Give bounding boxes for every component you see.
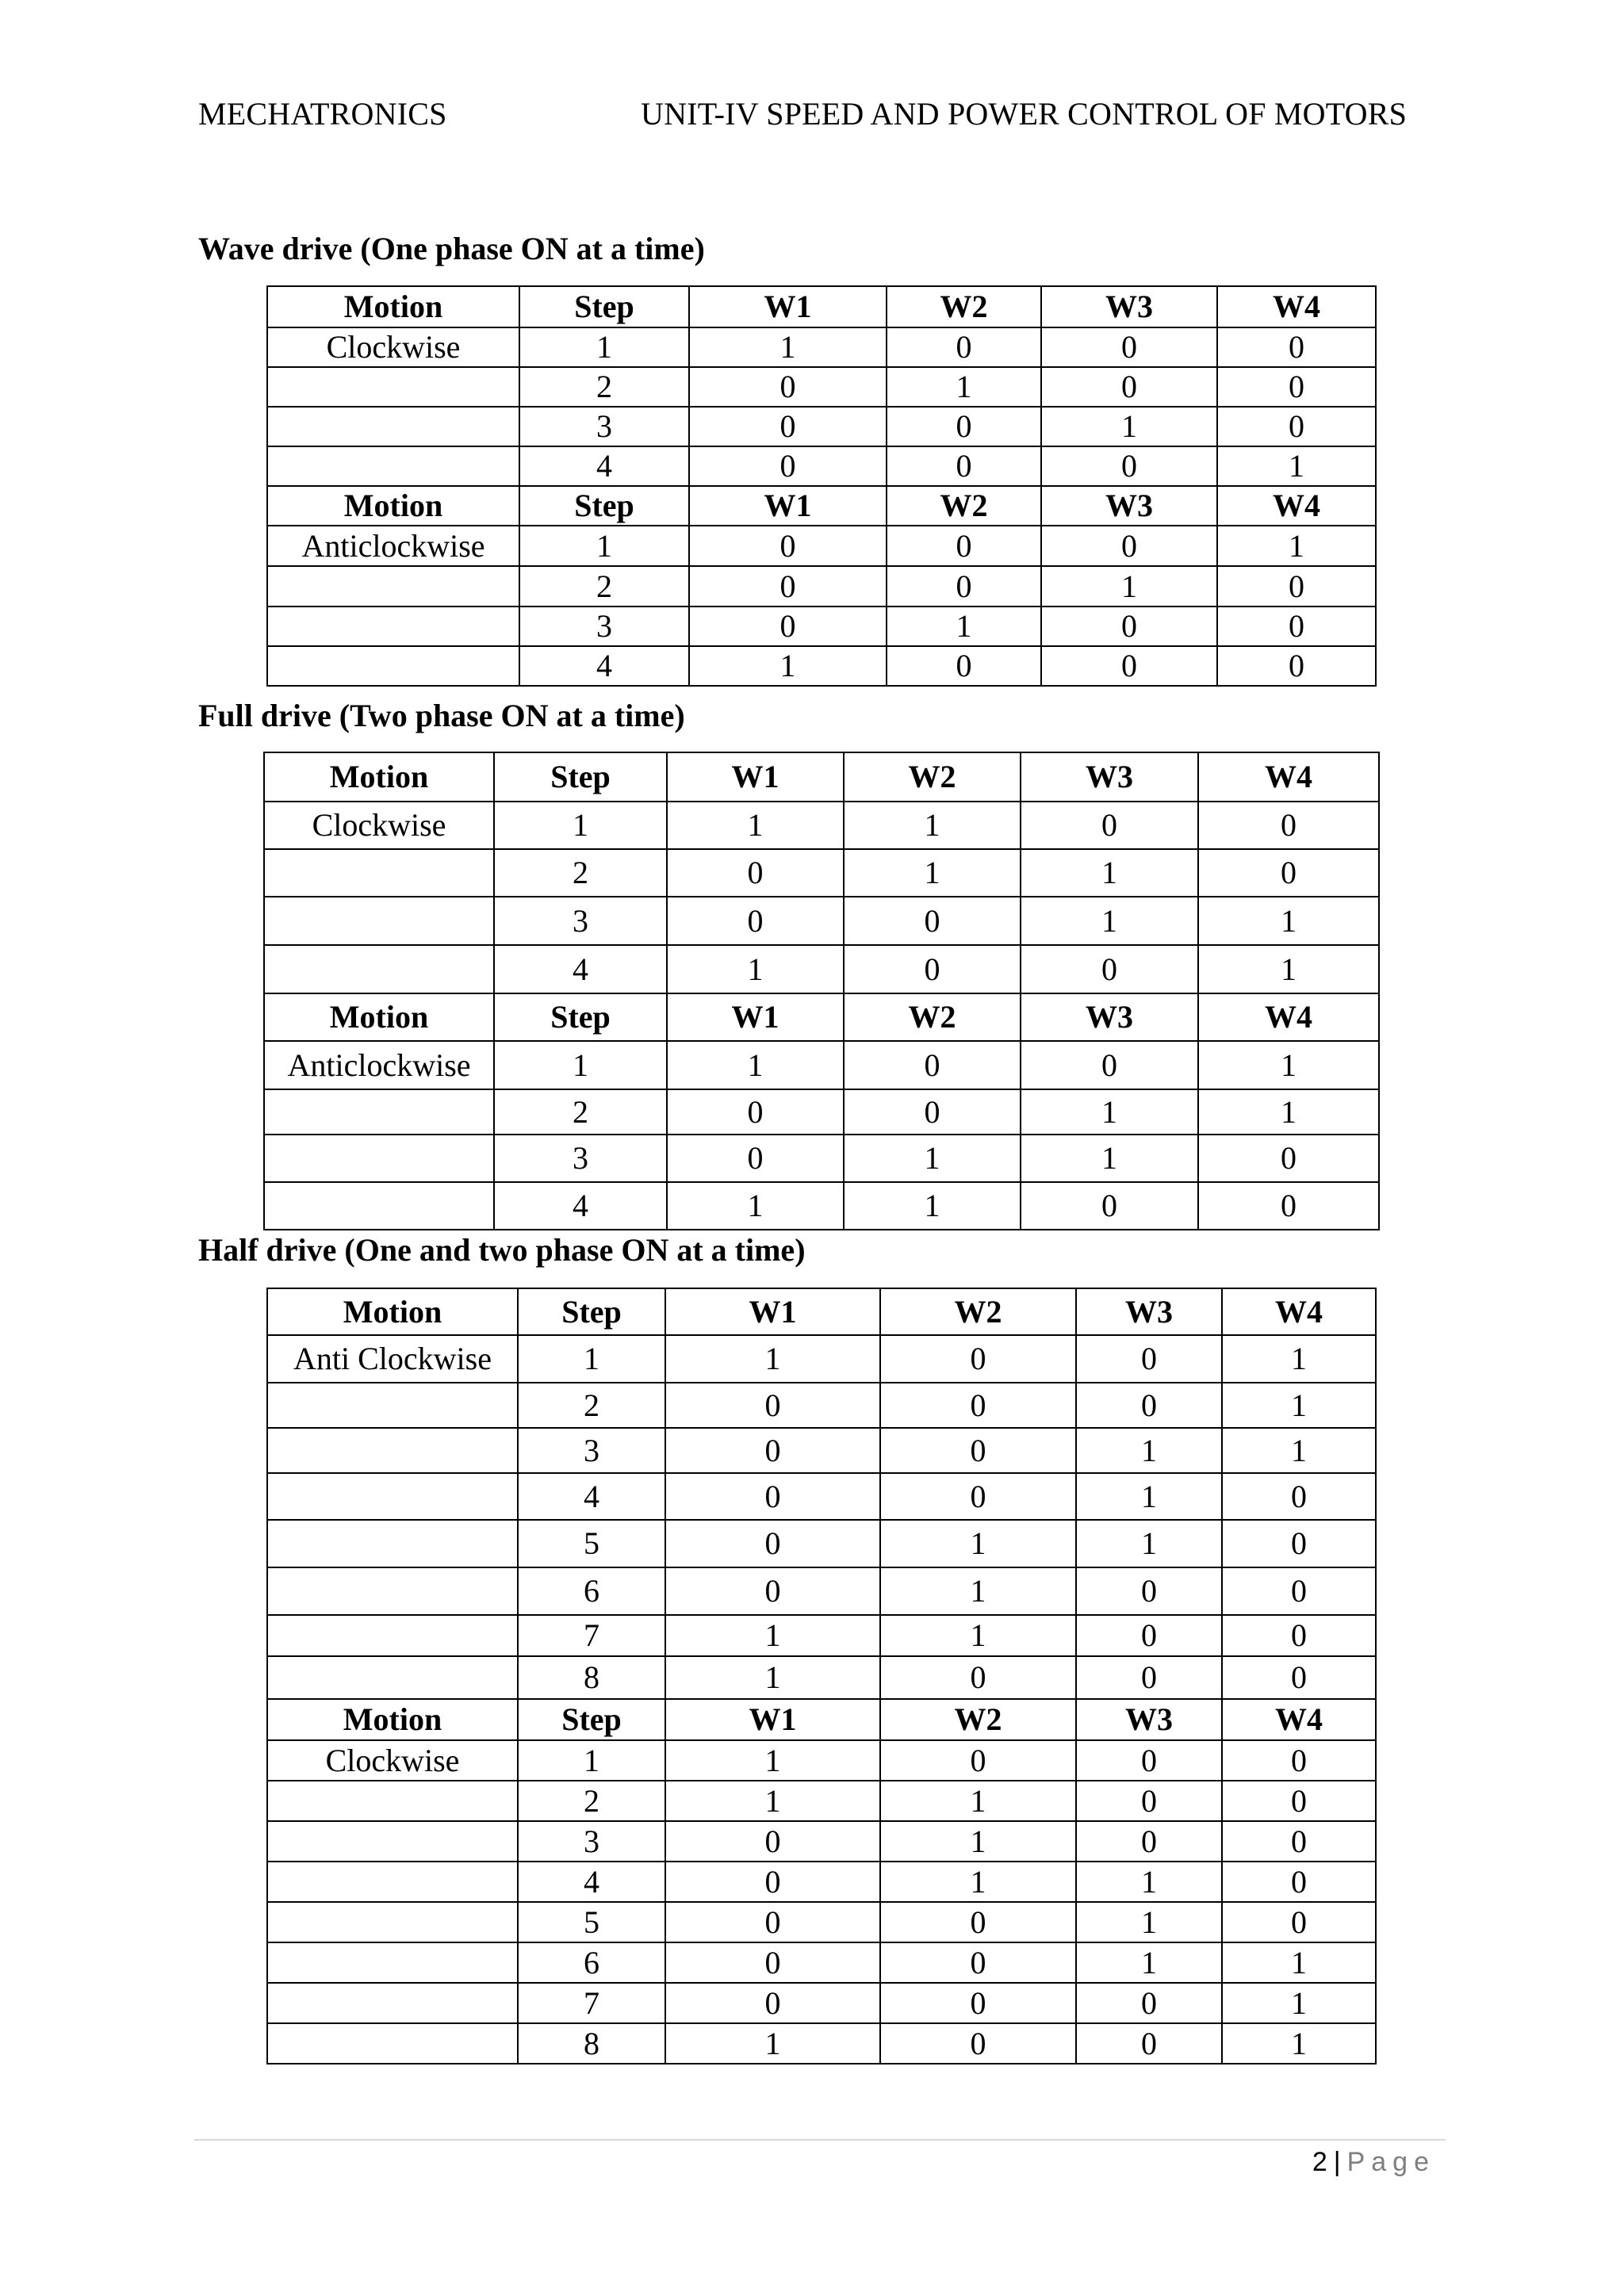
step-cell: 5 — [518, 1902, 665, 1942]
winding-cell: 1 — [1222, 2023, 1376, 2064]
winding-cell: 1 — [1198, 897, 1379, 945]
winding-cell: 0 — [1021, 802, 1198, 849]
table-row — [264, 1182, 1379, 1230]
winding-cell: 0 — [665, 1862, 880, 1902]
page-number: 2 — [1312, 2147, 1327, 2177]
winding-cell: 0 — [1076, 1740, 1222, 1781]
column-header-w1: W1 — [689, 286, 887, 327]
step-cell: 2 — [494, 849, 667, 897]
step-cell: 8 — [518, 1656, 665, 1699]
winding-cell: 1 — [1076, 1473, 1222, 1520]
winding-cell: 0 — [880, 1942, 1076, 1983]
step-cell: 6 — [518, 1942, 665, 1983]
full-drive-table — [263, 752, 1380, 1230]
step-cell: 4 — [494, 945, 667, 993]
wave-drive-table — [266, 285, 1377, 687]
winding-cell: 0 — [880, 1335, 1076, 1383]
winding-cell: 0 — [1076, 2023, 1222, 2064]
winding-cell: 0 — [1041, 446, 1217, 486]
step-cell: 2 — [519, 566, 689, 607]
column-header-w2: W2 — [844, 752, 1021, 802]
motion-cell — [264, 897, 494, 945]
table-row — [264, 897, 1379, 945]
motion-cell: Anti Clockwise — [267, 1335, 518, 1383]
motion-cell — [267, 1615, 518, 1656]
step-cell: 7 — [518, 1983, 665, 2023]
header-row — [264, 993, 1379, 1041]
column-header-w3: W3 — [1041, 286, 1217, 327]
column-header-w2: W2 — [844, 993, 1021, 1041]
winding-cell: 0 — [844, 1089, 1021, 1135]
step-cell: 4 — [519, 646, 689, 686]
motion-cell — [267, 1942, 518, 1983]
half-drive-heading: Half drive (One and two phase ON at a time) — [198, 1232, 806, 1268]
header-row — [267, 486, 1376, 526]
winding-cell: 0 — [667, 1135, 844, 1182]
motion-cell — [267, 607, 519, 646]
table-row — [267, 367, 1376, 407]
winding-cell: 0 — [689, 407, 887, 446]
winding-cell: 0 — [665, 1383, 880, 1428]
step-cell: 4 — [494, 1182, 667, 1230]
winding-cell: 0 — [1222, 1740, 1376, 1781]
winding-cell: 0 — [1217, 646, 1376, 686]
winding-cell: 0 — [1076, 1383, 1222, 1428]
winding-cell: 0 — [1217, 566, 1376, 607]
table-row — [264, 945, 1379, 993]
winding-cell: 1 — [665, 1335, 880, 1383]
column-header-motion: Motion — [267, 486, 519, 526]
column-header-motion: Motion — [264, 752, 494, 802]
winding-cell: 0 — [665, 1567, 880, 1615]
header-row — [267, 286, 1376, 327]
table-row — [267, 1615, 1376, 1656]
winding-cell: 0 — [887, 646, 1041, 686]
column-header-w2: W2 — [887, 286, 1041, 327]
winding-cell: 1 — [1198, 1089, 1379, 1135]
column-header-w1: W1 — [665, 1288, 880, 1335]
winding-cell: 1 — [1217, 446, 1376, 486]
header-row — [267, 1288, 1376, 1335]
column-header-step: Step — [494, 993, 667, 1041]
step-cell: 6 — [518, 1567, 665, 1615]
page-word: Page — [1346, 2147, 1435, 2177]
winding-cell: 1 — [844, 802, 1021, 849]
table-row — [267, 526, 1376, 566]
winding-cell: 0 — [1222, 1902, 1376, 1942]
step-cell: 1 — [518, 1335, 665, 1383]
step-cell: 1 — [519, 327, 689, 367]
winding-cell: 0 — [1222, 1567, 1376, 1615]
winding-cell: 0 — [844, 1041, 1021, 1089]
full-drive-heading: Full drive (Two phase ON at a time) — [198, 698, 685, 733]
winding-cell: 0 — [1021, 1041, 1198, 1089]
winding-cell: 0 — [689, 566, 887, 607]
footer-divider — [194, 2139, 1446, 2141]
table-row — [267, 607, 1376, 646]
motion-cell — [267, 1902, 518, 1942]
winding-cell: 1 — [844, 1182, 1021, 1230]
winding-cell: 0 — [665, 1473, 880, 1520]
winding-cell: 0 — [1198, 802, 1379, 849]
column-header-w2: W2 — [887, 486, 1041, 526]
winding-cell: 0 — [1076, 1335, 1222, 1383]
header-row — [264, 752, 1379, 802]
winding-cell: 0 — [887, 526, 1041, 566]
winding-cell: 0 — [1198, 1182, 1379, 1230]
table-row — [267, 1656, 1376, 1699]
step-cell: 2 — [518, 1383, 665, 1428]
winding-cell: 0 — [880, 1428, 1076, 1473]
table-row — [267, 1862, 1376, 1902]
winding-cell: 0 — [665, 1942, 880, 1983]
winding-cell: 0 — [1041, 646, 1217, 686]
motion-cell — [267, 1821, 518, 1862]
winding-cell: 1 — [1198, 945, 1379, 993]
winding-cell: 1 — [880, 1520, 1076, 1567]
motion-cell — [267, 1520, 518, 1567]
step-cell: 4 — [518, 1862, 665, 1902]
motion-cell — [267, 1656, 518, 1699]
wave-drive-heading: Wave drive (One phase ON at a time) — [198, 231, 705, 266]
winding-cell: 0 — [1198, 849, 1379, 897]
footer-separator: | — [1333, 2147, 1341, 2177]
table-row — [267, 1473, 1376, 1520]
step-cell: 3 — [494, 1135, 667, 1182]
table-row — [267, 1383, 1376, 1428]
winding-cell: 0 — [1222, 1821, 1376, 1862]
motion-cell — [267, 1473, 518, 1520]
winding-cell: 1 — [1076, 1862, 1222, 1902]
step-cell: 3 — [519, 407, 689, 446]
winding-cell: 1 — [1222, 1383, 1376, 1428]
winding-cell: 1 — [665, 1740, 880, 1781]
half-drive-table — [266, 1288, 1377, 2064]
step-cell: 1 — [494, 802, 667, 849]
column-header-step: Step — [519, 286, 689, 327]
winding-cell: 0 — [880, 1983, 1076, 2023]
winding-cell: 1 — [665, 2023, 880, 2064]
winding-cell: 0 — [1041, 526, 1217, 566]
winding-cell: 0 — [1217, 407, 1376, 446]
motion-cell — [267, 646, 519, 686]
winding-cell: 1 — [667, 1041, 844, 1089]
column-header-w1: W1 — [689, 486, 887, 526]
table-row — [267, 327, 1376, 367]
column-header-motion: Motion — [267, 1288, 518, 1335]
table-row — [264, 1041, 1379, 1089]
motion-cell — [267, 1383, 518, 1428]
winding-cell: 0 — [1222, 1656, 1376, 1699]
column-header-w4: W4 — [1222, 1288, 1376, 1335]
column-header-w3: W3 — [1041, 486, 1217, 526]
column-header-step: Step — [519, 486, 689, 526]
winding-cell: 0 — [1041, 367, 1217, 407]
winding-cell: 0 — [689, 526, 887, 566]
motion-cell: Anticlockwise — [267, 526, 519, 566]
winding-cell: 1 — [667, 802, 844, 849]
winding-cell: 0 — [667, 897, 844, 945]
table-row — [264, 849, 1379, 897]
column-header-step: Step — [518, 1288, 665, 1335]
step-cell: 4 — [519, 446, 689, 486]
column-header-w1: W1 — [665, 1699, 880, 1740]
winding-cell: 0 — [689, 446, 887, 486]
motion-cell — [264, 1135, 494, 1182]
winding-cell: 0 — [1076, 1821, 1222, 1862]
table-row — [264, 1135, 1379, 1182]
winding-cell: 1 — [667, 945, 844, 993]
winding-cell: 0 — [887, 566, 1041, 607]
winding-cell: 1 — [887, 607, 1041, 646]
column-header-w4: W4 — [1217, 286, 1376, 327]
step-cell: 3 — [518, 1428, 665, 1473]
winding-cell: 0 — [880, 2023, 1076, 2064]
winding-cell: 1 — [1021, 849, 1198, 897]
motion-cell — [264, 1182, 494, 1230]
step-cell: 8 — [518, 2023, 665, 2064]
winding-cell: 0 — [880, 1740, 1076, 1781]
winding-cell: 0 — [689, 607, 887, 646]
motion-cell — [264, 849, 494, 897]
column-header-w4: W4 — [1198, 993, 1379, 1041]
table-row — [267, 1902, 1376, 1942]
step-cell: 3 — [518, 1821, 665, 1862]
table-row — [267, 2023, 1376, 2064]
winding-cell: 0 — [880, 1656, 1076, 1699]
winding-cell: 0 — [1076, 1567, 1222, 1615]
motion-cell — [267, 407, 519, 446]
table-row — [267, 1520, 1376, 1567]
winding-cell: 1 — [1076, 1902, 1222, 1942]
step-cell: 1 — [519, 526, 689, 566]
column-header-w4: W4 — [1217, 486, 1376, 526]
winding-cell: 0 — [844, 897, 1021, 945]
winding-cell: 0 — [844, 945, 1021, 993]
winding-cell: 1 — [880, 1781, 1076, 1821]
winding-cell: 1 — [665, 1615, 880, 1656]
winding-cell: 1 — [689, 646, 887, 686]
winding-cell: 0 — [1076, 1983, 1222, 2023]
table-row — [267, 1942, 1376, 1983]
table-row — [267, 1821, 1376, 1862]
motion-cell — [267, 1862, 518, 1902]
winding-cell: 0 — [880, 1383, 1076, 1428]
winding-cell: 0 — [665, 1821, 880, 1862]
winding-cell: 1 — [665, 1656, 880, 1699]
winding-cell: 0 — [1041, 327, 1217, 367]
winding-cell: 1 — [689, 327, 887, 367]
winding-cell: 1 — [1021, 1089, 1198, 1135]
winding-cell: 1 — [1222, 1942, 1376, 1983]
winding-cell: 0 — [1217, 607, 1376, 646]
column-header-w1: W1 — [667, 993, 844, 1041]
step-cell: 5 — [518, 1520, 665, 1567]
motion-cell — [267, 1567, 518, 1615]
column-header-w3: W3 — [1021, 752, 1198, 802]
table-row — [267, 646, 1376, 686]
table-row — [264, 1089, 1379, 1135]
step-cell: 7 — [518, 1615, 665, 1656]
winding-cell: 0 — [665, 1902, 880, 1942]
step-cell: 3 — [519, 607, 689, 646]
table-row — [267, 566, 1376, 607]
motion-cell — [267, 2023, 518, 2064]
table-row — [267, 407, 1376, 446]
step-cell: 3 — [494, 897, 667, 945]
winding-cell: 0 — [1222, 1473, 1376, 1520]
motion-cell — [267, 367, 519, 407]
table-row — [267, 1567, 1376, 1615]
winding-cell: 0 — [1076, 1781, 1222, 1821]
winding-cell: 1 — [880, 1615, 1076, 1656]
motion-cell — [264, 1089, 494, 1135]
step-cell: 4 — [518, 1473, 665, 1520]
winding-cell: 0 — [1076, 1656, 1222, 1699]
table-row — [264, 802, 1379, 849]
step-cell: 2 — [519, 367, 689, 407]
winding-cell: 0 — [1021, 945, 1198, 993]
step-cell: 1 — [518, 1740, 665, 1781]
winding-cell: 0 — [665, 1983, 880, 2023]
column-header-w3: W3 — [1021, 993, 1198, 1041]
table-row — [267, 446, 1376, 486]
winding-cell: 0 — [1041, 607, 1217, 646]
column-header-w4: W4 — [1198, 752, 1379, 802]
winding-cell: 0 — [887, 446, 1041, 486]
header-right: UNIT-IV SPEED AND POWER CONTROL OF MOTORS — [641, 96, 1408, 132]
column-header-w3: W3 — [1076, 1699, 1222, 1740]
winding-cell: 0 — [1198, 1135, 1379, 1182]
winding-cell: 1 — [1222, 1335, 1376, 1383]
table-row — [267, 1428, 1376, 1473]
winding-cell: 1 — [844, 1135, 1021, 1182]
motion-cell — [267, 446, 519, 486]
winding-cell: 1 — [1076, 1942, 1222, 1983]
table-row — [267, 1335, 1376, 1383]
winding-cell: 1 — [844, 849, 1021, 897]
column-header-w1: W1 — [667, 752, 844, 802]
motion-cell — [267, 1428, 518, 1473]
winding-cell: 0 — [667, 1089, 844, 1135]
header-row — [267, 1699, 1376, 1740]
column-header-motion: Motion — [267, 286, 519, 327]
step-cell: 2 — [494, 1089, 667, 1135]
column-header-step: Step — [518, 1699, 665, 1740]
winding-cell: 1 — [1222, 1428, 1376, 1473]
column-header-motion: Motion — [264, 993, 494, 1041]
winding-cell: 0 — [1222, 1520, 1376, 1567]
step-cell: 1 — [494, 1041, 667, 1089]
winding-cell: 1 — [1076, 1428, 1222, 1473]
motion-cell: Clockwise — [267, 327, 519, 367]
motion-cell — [267, 566, 519, 607]
winding-cell: 1 — [665, 1781, 880, 1821]
winding-cell: 1 — [1021, 897, 1198, 945]
motion-cell: Anticlockwise — [264, 1041, 494, 1089]
winding-cell: 1 — [1041, 566, 1217, 607]
winding-cell: 0 — [665, 1520, 880, 1567]
winding-cell: 1 — [1222, 1983, 1376, 2023]
winding-cell: 0 — [887, 407, 1041, 446]
winding-cell: 1 — [1217, 526, 1376, 566]
winding-cell: 0 — [880, 1902, 1076, 1942]
motion-cell — [267, 1781, 518, 1821]
winding-cell: 1 — [1021, 1135, 1198, 1182]
winding-cell: 0 — [665, 1428, 880, 1473]
winding-cell: 1 — [880, 1862, 1076, 1902]
column-header-step: Step — [494, 752, 667, 802]
winding-cell: 0 — [1217, 367, 1376, 407]
winding-cell: 0 — [1222, 1862, 1376, 1902]
page-footer — [1312, 2147, 1435, 2178]
winding-cell: 1 — [880, 1567, 1076, 1615]
winding-cell: 1 — [667, 1182, 844, 1230]
winding-cell: 0 — [667, 849, 844, 897]
motion-cell — [267, 1983, 518, 2023]
column-header-w4: W4 — [1222, 1699, 1376, 1740]
motion-cell: Clockwise — [264, 802, 494, 849]
winding-cell: 0 — [689, 367, 887, 407]
header-left: MECHATRONICS — [198, 96, 447, 132]
column-header-motion: Motion — [267, 1699, 518, 1740]
winding-cell: 1 — [1041, 407, 1217, 446]
winding-cell: 1 — [880, 1821, 1076, 1862]
column-header-w3: W3 — [1076, 1288, 1222, 1335]
winding-cell: 1 — [1198, 1041, 1379, 1089]
motion-cell: Clockwise — [267, 1740, 518, 1781]
winding-cell: 1 — [1076, 1520, 1222, 1567]
column-header-w2: W2 — [880, 1288, 1076, 1335]
step-cell: 2 — [518, 1781, 665, 1821]
winding-cell: 0 — [1076, 1615, 1222, 1656]
table-row — [267, 1781, 1376, 1821]
motion-cell — [264, 945, 494, 993]
winding-cell: 0 — [1222, 1615, 1376, 1656]
winding-cell: 1 — [887, 367, 1041, 407]
winding-cell: 0 — [887, 327, 1041, 367]
winding-cell: 0 — [880, 1473, 1076, 1520]
winding-cell: 0 — [1222, 1781, 1376, 1821]
winding-cell: 0 — [1021, 1182, 1198, 1230]
column-header-w2: W2 — [880, 1699, 1076, 1740]
table-row — [267, 1740, 1376, 1781]
table-row — [267, 1983, 1376, 2023]
winding-cell: 0 — [1217, 327, 1376, 367]
